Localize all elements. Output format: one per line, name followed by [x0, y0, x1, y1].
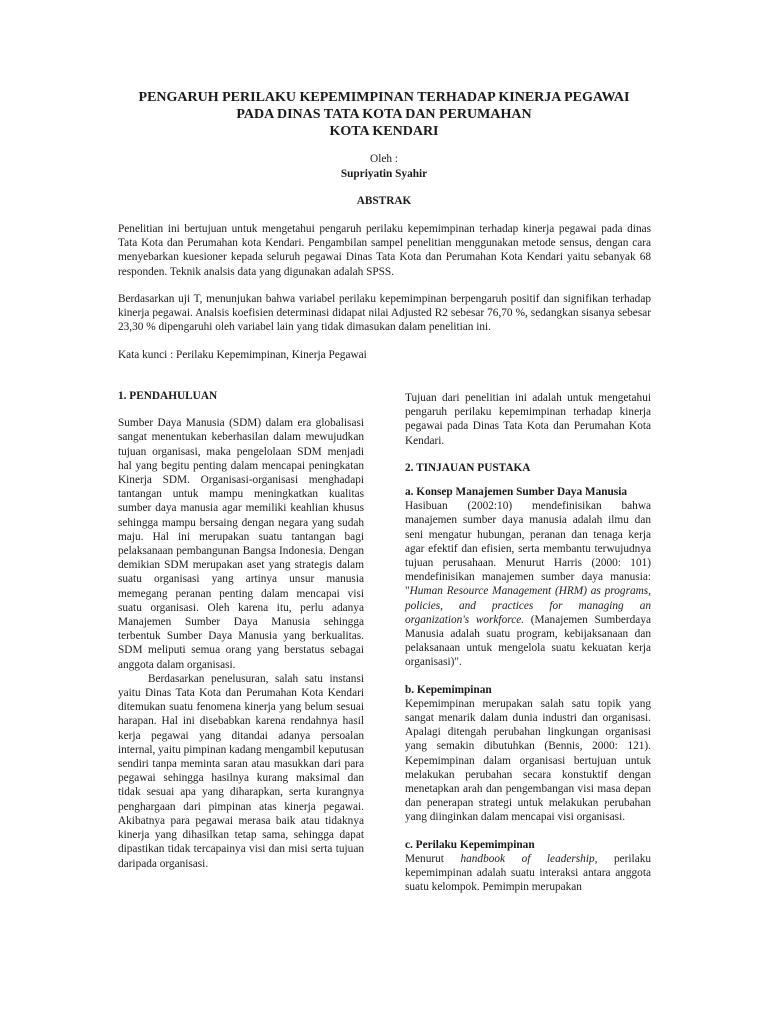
leadership-behavior-paragraph	[405, 852, 651, 895]
subsection-heading-hrm: a. Konsep Manajemen Sumber Daya Manusia	[405, 486, 627, 499]
abstract-paragraph-2: Berdasarkan uji T, menunjukan bahwa variabel perilaku kepemimpinan berpengaruh positif dan signifikan terhadap kinerja pegawai. Analsis koefisien determinasi didapat nilai Adjusted R2 sebesar 76,70 %, sedangkan sisanya sebesar 23,30 % dipengaruhi oleh variabel lain yang tidak dimasukan dalam penelitian ini.	[118, 293, 651, 334]
hrm-text-1: Hasibuan (2002:10) mendefinisikan bahwa manajemen sumber daya manusia adalah ilmu dan seni mengatur hubungan, peranan dan tenaga kerja agar efektif dan efisien, serta membantu terwujudnya tujuan perusahaan. Menurut Harris (2000: 101) mendefinisikan manajemen sumber daya manusia: "	[405, 500, 651, 598]
objective-paragraph: Tujuan dari penelitian ini adalah untuk mengetahui pengaruh perilaku kepemimpinan terhadap kinerja pegawai pada Dinas Tata Kota dan Perumahan Kota Kendari.	[405, 392, 651, 447]
author-name: Supriyatin Syahir	[340, 168, 428, 180]
leadership-behavior-italic: handbook of leadership,	[460, 852, 598, 865]
left-column	[118, 389, 364, 871]
introduction-paragraph-1: Sumber Daya Manusia (SDM) dalam era globalisasi sangat menentukan keberhasilan dalam mewujudkan tujuan organisasi, maka pengelolaan SDM menjadi hal yang begitu penting dalam mencapai peningkatan Kinerja SDM. Organisasi-organisasi menghadapi tantangan untuk mampu meningkatkan kualitas sumber daya manusia agar memiliki keahlian khusus sehingga mampu bersaing dengan negara yang sudah maju. Hal ini merupakan suatu tantangan bagi pelaksanaan pembangunan Bangsa Indonesia. Dengan demikian SDM merupakan aset yang strategis dalam suatu organisasi yang artinya unsur manusia memegang peranan penting dalam mencapai visi suatu organisasi. Oleh karena itu, perlu adanya Manajemen Sumber Daya Manusia sehingga terbentuk Sumber Daya Manusia yang berkualitas. SDM meliputi semua orang yang berstatus sebagai anggota dalam organisasi.	[118, 417, 364, 671]
leadership-behavior-text-1: Menurut	[405, 852, 461, 865]
byline-label: Oleh :	[370, 153, 398, 165]
subsection-heading-leadership: b. Kepemimpinan	[405, 683, 492, 696]
title-line-2: PADA DINAS TATA KOTA DAN PERUMAHAN	[236, 107, 532, 122]
section-heading-introduction: 1. PENDAHULUAN	[118, 390, 218, 402]
abstract-heading: ABSTRAK	[356, 195, 412, 207]
introduction-paragraph-2: Berdasarkan penelusuran, salah satu instansi yaitu Dinas Tata Kota dan Perumahan Kota Kendari ditemukan suatu fenomena kinerja yang belum sesuai harapan. Hal ini disebabkan karena rendahnya hasil kerja pegawai yang ditandai adanya persoalan internal, yaitu pimpinan kadang mengambil keputusan sendiri tanpa meminta saran atau masukkan dari para pegawai sehingga hasilnya kurang maksimal dan tidak sesuai apa yang diharapkan, serta kurangnya penghargaan dari pimpinan atas kinerja pegawai. Akibatnya para pegawai merasa baik atau tidaknya kinerja yang dihasilkan tetap sama, sehingga dapat dipastikan tidak tercapainya visi dan misi serta tujuan daripada organisasi.	[118, 672, 364, 870]
leadership-paragraph: Kepemimpinan merupakan salah satu topik yang sangat menarik dalam dunia industri dan organisasi. Apalagi ditengah perubahan lingkungan organisasi yang semakin dibutuhkan (Bennis, 2000: 121). Kepemimpinan dalam organisasi bertujuan untuk melakukan perubahan secara konstuktif dengan menetapkan arah dan pengembangan visi masa depan dan penerapan strategi untuk melakukan perubahan yang diinginkan dalam mencapai visi organisasi.	[405, 697, 651, 824]
section-heading-literature-review: 2. TINJAUAN PUSTAKA	[405, 461, 531, 474]
hrm-quote-italic: Human Resource Management (HRM) as programs, policies, and practices for managing an organization's workforce.	[405, 585, 651, 626]
paper-title	[100, 89, 668, 140]
leadership-behavior-text-2: perilaku kepemimpinan adalah suatu interaksi antara anggota suatu kelompok. Pemimpin merupakan	[405, 852, 652, 894]
hrm-text-2: (Manajemen Sumberdaya Manusia adalah suatu program, kebijaksanaan dan pelaksanaan untuk mengelola suatu kekuatan kerja organisasi)".	[405, 613, 651, 669]
keywords: Kata kunci : Perilaku Kepemimpinan, Kinerja Pegawai	[118, 349, 367, 361]
hrm-paragraph	[405, 499, 651, 669]
subsection-heading-leadership-behavior: c. Perilaku Kepemimpinan	[405, 838, 535, 851]
title-line-1: PENGARUH PERILAKU KEPEMIMPINAN TERHADAP KINERJA PEGAWAI	[138, 90, 630, 105]
right-column	[405, 391, 651, 895]
abstract-paragraph-1: Penelitian ini bertujuan untuk mengetahui pengaruh perilaku kepemimpinan terhadap kinerja pegawai pada dinas Tata Kota dan Perumahan kota Kendari. Pengambilan sampel penelitian menggunakan metode sensus, dengan cara menyebarkan kuesioner kepada seluruh pegawai Dinas Tata Kota dan Perumahan Kota Kendari yaitu sebanyak 68 responden. Teknik analsis data yang digunakan adalah SPSS.	[118, 223, 651, 278]
title-line-3: KOTA KENDARI	[329, 124, 439, 139]
